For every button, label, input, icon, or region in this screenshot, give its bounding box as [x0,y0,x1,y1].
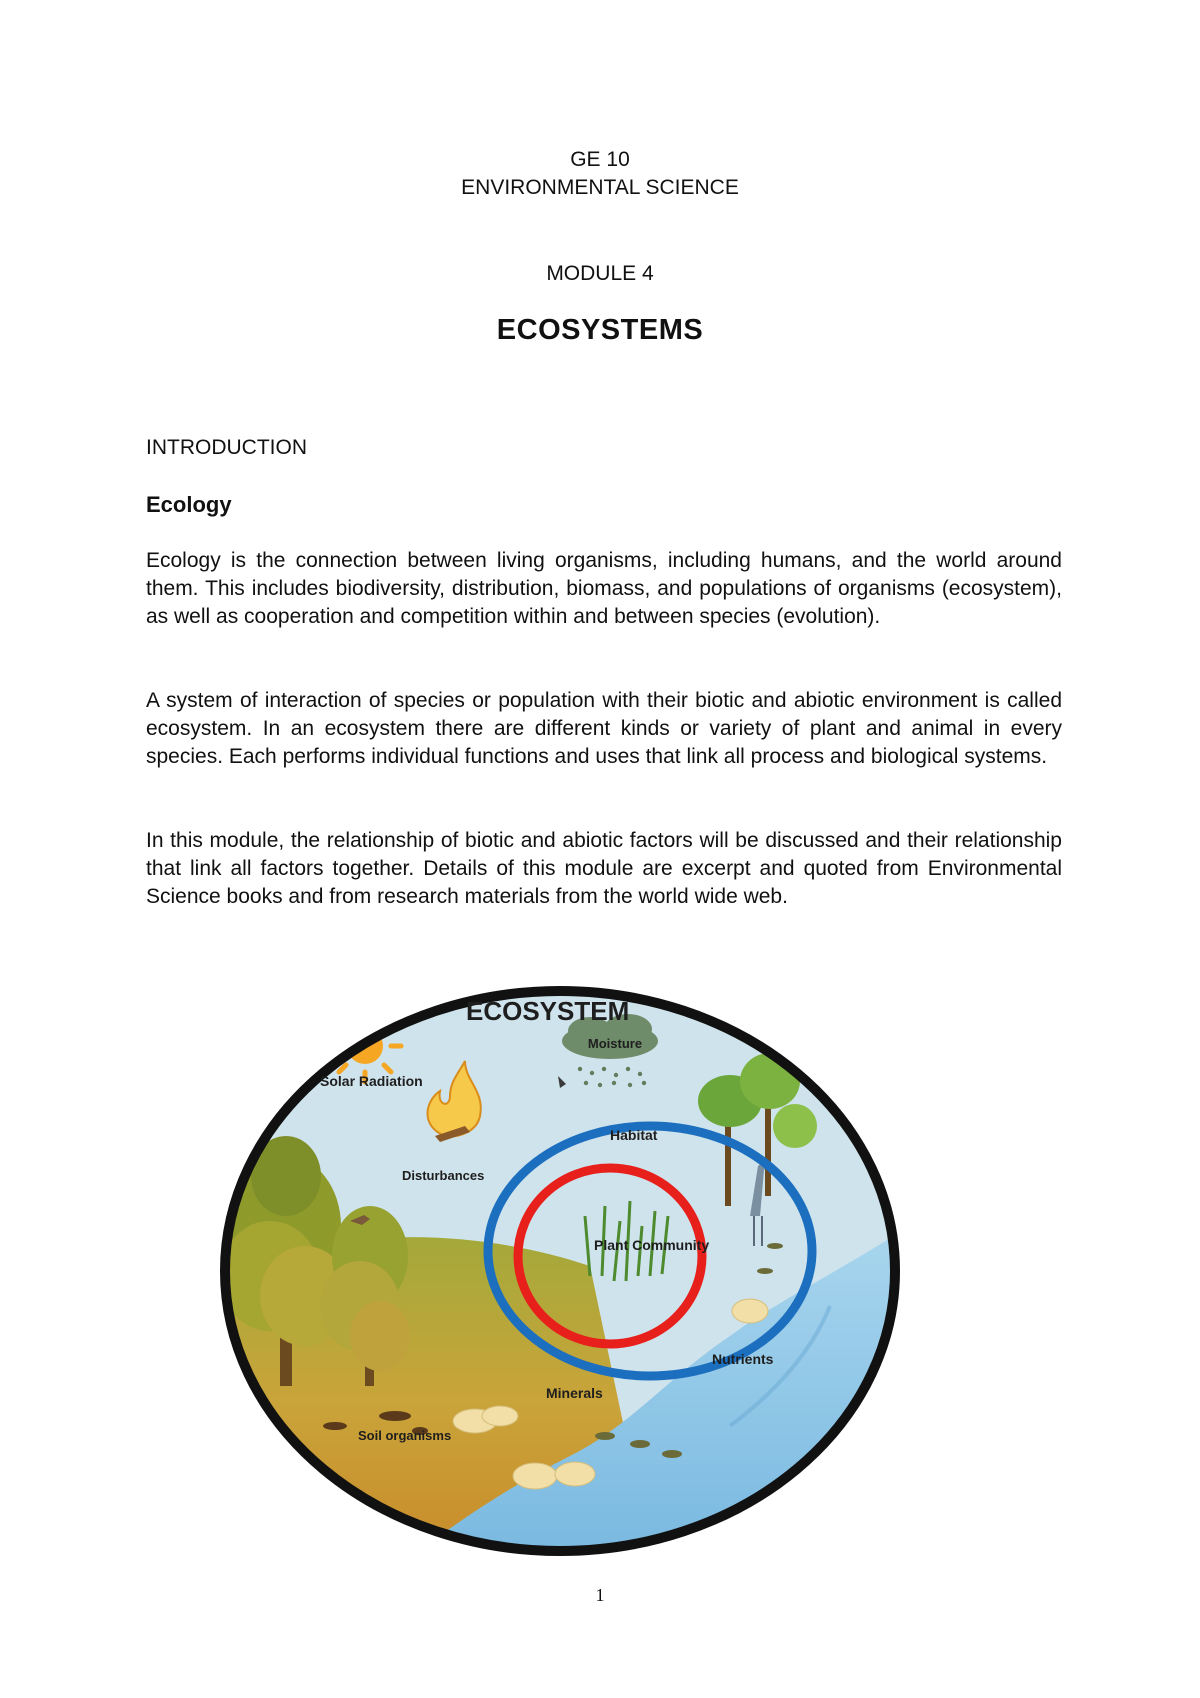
section-heading: INTRODUCTION [146,436,307,459]
label-habitat: Habitat [610,1127,658,1143]
module-title: ECOSYSTEMS [496,314,704,346]
label-disturbances: Disturbances [402,1168,485,1183]
course-code: GE 10 [570,148,630,171]
label-nutrients: Nutrients [712,1351,774,1367]
label-solar-radiation: Solar Radiation [320,1073,423,1089]
course-title: ENVIRONMENTAL SCIENCE [461,176,739,199]
diagram-scene [210,976,910,1566]
paragraph-module-overview: In this module, the relationship of biotic and abiotic factors will be discussed and their relationship that link all factors together. Details of this module are excerpt and quoted from Environmental Science books and from research materials from the world wide web. [146,829,1062,908]
page-number: 1 [595,1585,605,1605]
ecosystem-diagram [210,976,910,1566]
paragraph-ecosystem-definition: A system of interaction of species or population with their biotic and abiotic environment is called ecosystem. In an ecosystem there are different kinds or variety of plant and animal in every species. Each performs individual functions and uses that link all process and biological systems. [146,689,1062,768]
label-plant-community: Plant Community [594,1237,710,1253]
label-soil-organisms: Soil organisms [358,1428,452,1443]
paragraph-ecology-definition: Ecology is the connection between living organisms, including humans, and the world around them. This includes biodiversity, distribution, biomass, and populations of organisms (ecosystem), as well as cooperation and competition within and between species (evolution). [146,549,1062,628]
label-minerals: Minerals [546,1385,603,1401]
label-moisture: Moisture [587,1036,643,1051]
subsection-heading: Ecology [146,492,232,517]
diagram-title: ECOSYSTEM [466,996,630,1026]
module-number: MODULE 4 [546,262,654,285]
